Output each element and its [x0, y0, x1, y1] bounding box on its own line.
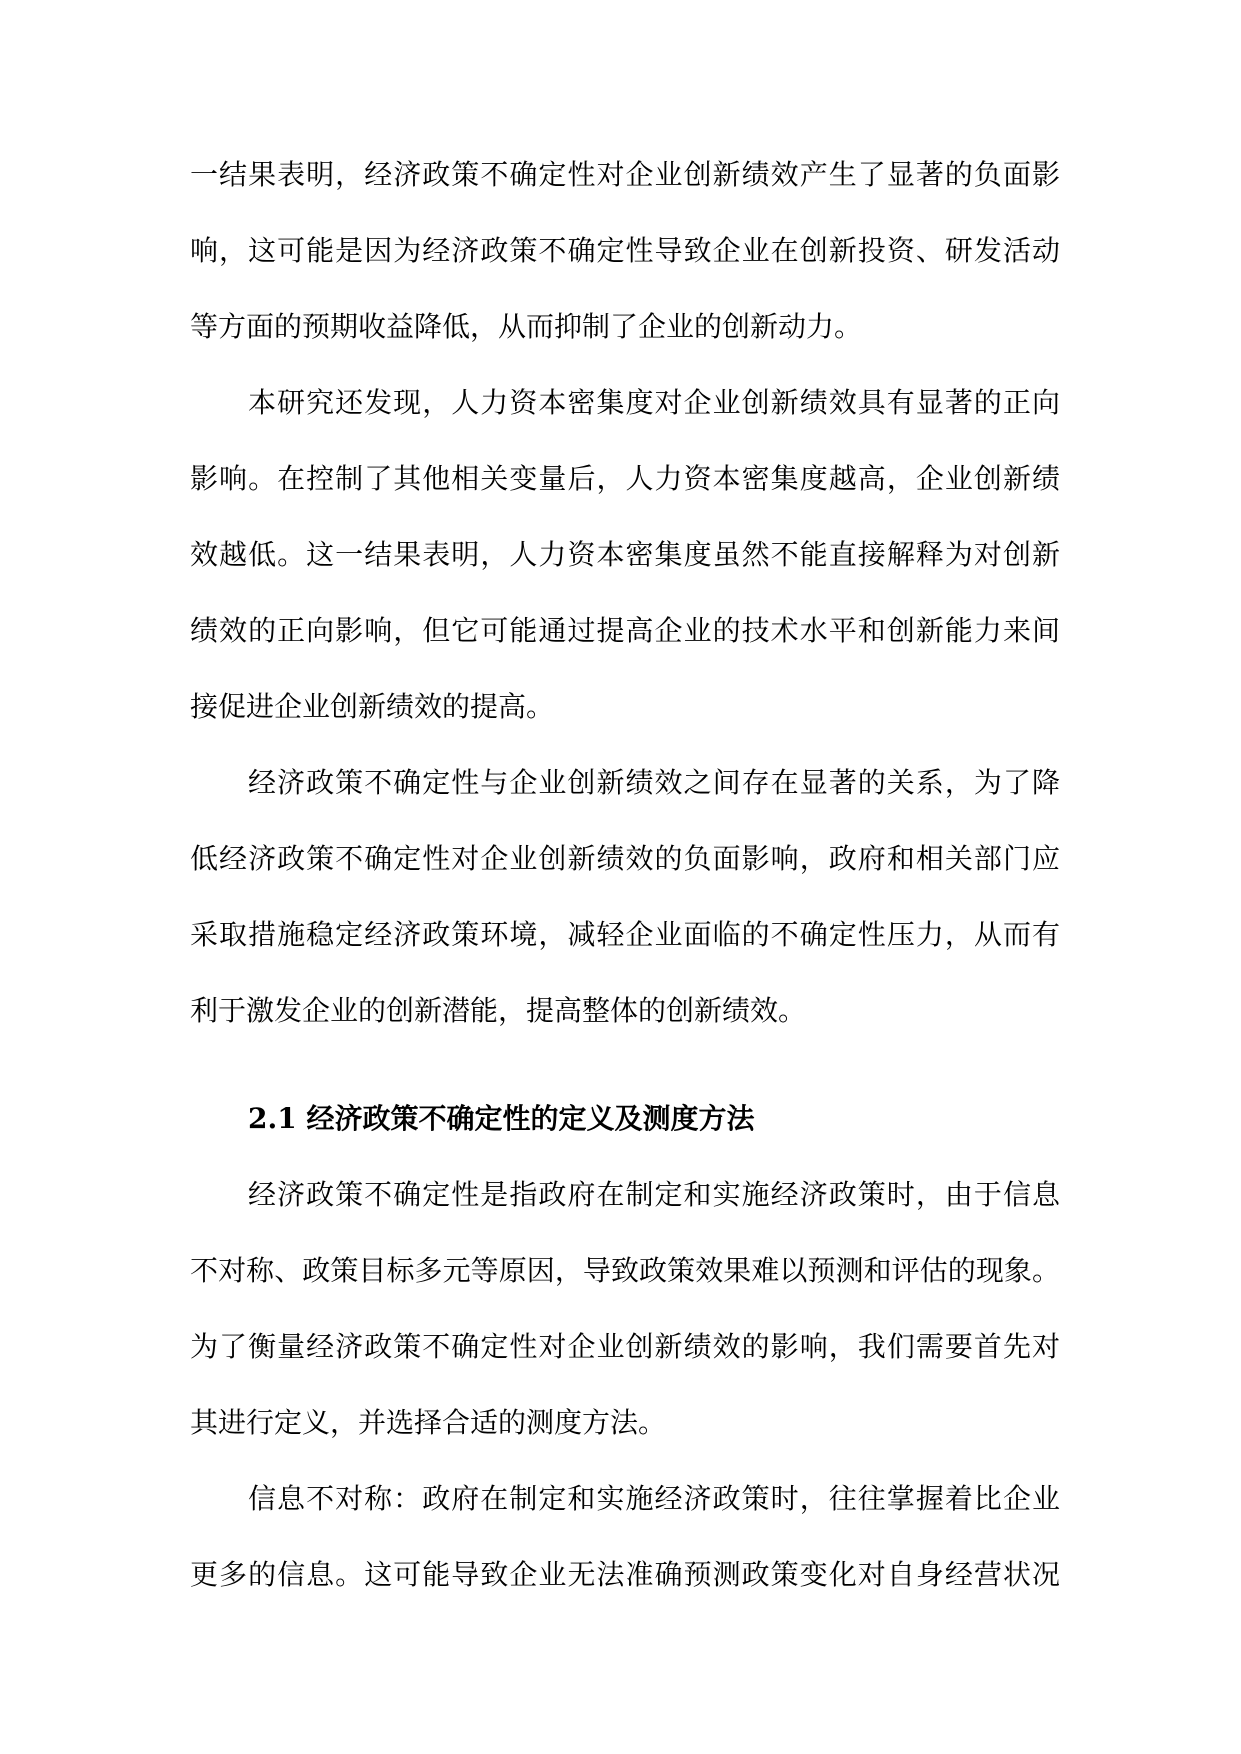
page-body [190, 137, 1060, 1613]
text-line: 为了衡量经济政策不确定性对企业创新绩效的影响，我们需要首先对 [190, 1330, 1060, 1363]
paragraph [190, 745, 1060, 1049]
text-line: 影响。在控制了其他相关变量后，人力资本密集度越高，企业创新绩 [190, 462, 1060, 495]
text-line: 更多的信息。这可能导致企业无法准确预测政策变化对自身经营状况 [190, 1558, 1060, 1591]
text-line: 其进行定义，并选择合适的测度方法。 [190, 1406, 667, 1439]
text-line: 信息不对称：政府在制定和实施经济政策时，往往掌握着比企业 [248, 1482, 1060, 1515]
text-line: 采取措施稳定经济政策环境，减轻企业面临的不确定性压力，从而有 [190, 918, 1060, 951]
text-line: 经济政策不确定性是指政府在制定和实施经济政策时，由于信息 [248, 1178, 1060, 1211]
text-line: 效越低。这一结果表明，人力资本密集度虽然不能直接解释为对创新 [190, 538, 1060, 571]
paragraph [190, 365, 1060, 745]
paragraph [190, 1461, 1060, 1613]
text-line: 响，这可能是因为经济政策不确定性导致企业在创新投资、研发活动 [190, 234, 1060, 267]
text-line: 一结果表明，经济政策不确定性对企业创新绩效产生了显著的负面影 [190, 158, 1060, 191]
text-line: 经济政策不确定性与企业创新绩效之间存在显著的关系，为了降 [248, 766, 1060, 799]
paragraph [190, 137, 1060, 365]
text-line: 绩效的正向影响，但它可能通过提高企业的技术水平和创新能力来间 [190, 614, 1060, 647]
text-line: 利于激发企业的创新潜能，提高整体的创新绩效。 [190, 994, 807, 1027]
text-line: 本研究还发现，人力资本密集度对企业创新绩效具有显著的正向 [248, 386, 1060, 419]
text-line: 等方面的预期收益降低，从而抑制了企业的创新动力。 [190, 310, 863, 343]
text-line: 不对称、政策目标多元等原因，导致政策效果难以预测和评估的现象。 [190, 1254, 1060, 1287]
paragraph [190, 1157, 1060, 1461]
section-heading: 2.1 经济政策不确定性的定义及测度方法 [248, 1102, 755, 1135]
text-line: 接促进企业创新绩效的提高。 [190, 690, 555, 723]
text-line: 低经济政策不确定性对企业创新绩效的负面影响，政府和相关部门应 [190, 842, 1060, 875]
